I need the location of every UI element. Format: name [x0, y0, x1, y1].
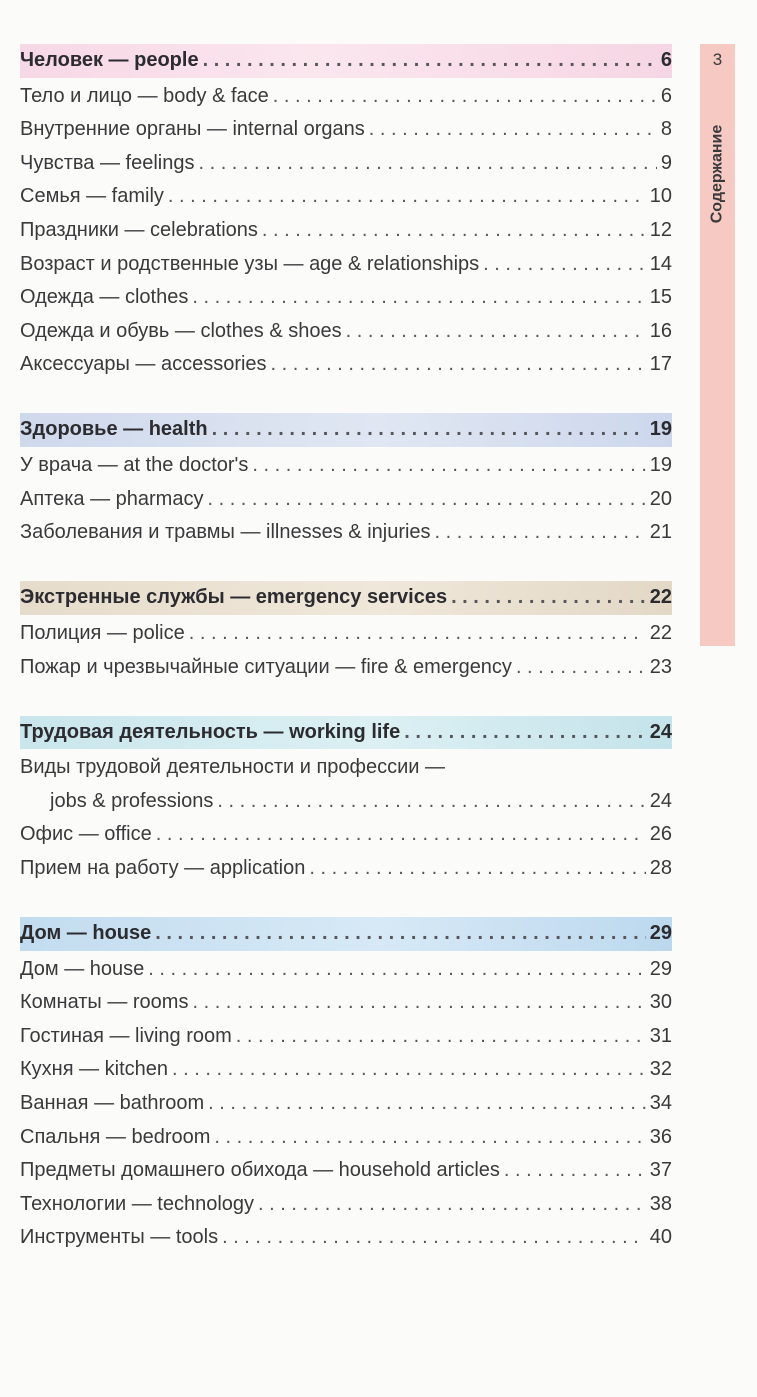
- dot-leader: [404, 716, 646, 750]
- toc-entry: [20, 1020, 672, 1054]
- dot-leader: [148, 953, 646, 987]
- entry-page-number: 21: [649, 521, 672, 544]
- toc-entry: [20, 852, 672, 886]
- dot-leader: [207, 483, 645, 517]
- entry-title: jobs & professions: [50, 789, 214, 812]
- entry-title: У врача — at the doctor's: [20, 454, 249, 477]
- entry-title: Чувства — feelings: [20, 151, 195, 174]
- entry-page-number: 16: [649, 319, 672, 342]
- dot-leader: [271, 348, 646, 382]
- entry-title: Внутренние органы — internal organs: [20, 118, 365, 141]
- dot-leader: [217, 785, 645, 819]
- entry-title: Одежда — clothes: [20, 286, 189, 309]
- dot-leader: [172, 1053, 646, 1087]
- dot-leader: [516, 651, 646, 685]
- entry-title: Трудовая деятельность — working life: [20, 720, 401, 743]
- dot-leader: [203, 44, 657, 78]
- entry-page-number: 6: [660, 84, 672, 107]
- table-of-contents: [20, 44, 672, 1287]
- dot-leader: [212, 413, 646, 447]
- entry-title: Кухня — kitchen: [20, 1058, 169, 1081]
- entry-title: Предметы домашнего обихода — household articles: [20, 1159, 500, 1182]
- section-heading: [20, 716, 672, 750]
- contents-side-tab: [700, 44, 735, 646]
- toc-entry: [20, 516, 672, 550]
- toc-entry: [20, 785, 672, 819]
- toc-entry: [20, 147, 672, 181]
- toc-section: [20, 917, 672, 1255]
- entry-page-number: 28: [649, 856, 672, 879]
- entry-title: Дом — house: [20, 922, 152, 945]
- entry-page-number: 40: [649, 1226, 672, 1249]
- dot-leader: [208, 1087, 646, 1121]
- entry-page-number: 31: [649, 1024, 672, 1047]
- entry-title: Технологии — technology: [20, 1192, 255, 1215]
- dot-leader: [189, 617, 646, 651]
- toc-entry: [20, 113, 672, 147]
- toc-entry: [20, 751, 672, 785]
- entry-page-number: 24: [649, 720, 672, 743]
- entry-title: Полиция — police: [20, 621, 185, 644]
- toc-section: [20, 44, 672, 382]
- entry-title: Аксессуары — accessories: [20, 353, 267, 376]
- toc-entry: [20, 1053, 672, 1087]
- entry-title: Тело и лицо — body & face: [20, 84, 269, 107]
- entry-page-number: 29: [649, 922, 672, 945]
- dot-leader: [192, 986, 645, 1020]
- entry-page-number: 26: [649, 823, 672, 846]
- entry-page-number: 22: [649, 621, 672, 644]
- entry-title: Виды трудовой деятельности и профессии —: [20, 756, 445, 779]
- entry-page-number: 24: [649, 789, 672, 812]
- entry-page-number: 29: [649, 957, 672, 980]
- toc-entry: [20, 80, 672, 114]
- toc-entry: [20, 281, 672, 315]
- entry-page-number: 6: [660, 49, 672, 71]
- dot-leader: [168, 180, 646, 214]
- dot-leader: [369, 113, 657, 147]
- toc-entry: [20, 449, 672, 483]
- entry-title: Прием на работу — application: [20, 856, 306, 879]
- dot-leader: [214, 1121, 645, 1155]
- entry-title: Человек — people: [20, 49, 199, 71]
- entry-page-number: 19: [649, 454, 672, 477]
- entry-page-number: 17: [649, 353, 672, 376]
- dot-leader: [236, 1020, 646, 1054]
- section-heading: [20, 581, 672, 615]
- toc-entry: [20, 315, 672, 349]
- entry-page-number: 22: [649, 586, 672, 609]
- toc-entry: [20, 986, 672, 1020]
- toc-entry: [20, 651, 672, 685]
- entry-page-number: 12: [649, 218, 672, 241]
- dot-leader: [252, 449, 645, 483]
- dot-leader: [222, 1221, 646, 1255]
- toc-entry: [20, 348, 672, 382]
- toc-section: [20, 581, 672, 684]
- entry-page-number: 8: [660, 118, 672, 141]
- toc-entry: [20, 1188, 672, 1222]
- entry-page-number: 9: [660, 151, 672, 174]
- section-heading: [20, 413, 672, 447]
- entry-title: Инструменты — tools: [20, 1226, 219, 1249]
- entry-page-number: 14: [649, 252, 672, 275]
- toc-entry: [20, 818, 672, 852]
- dot-leader: [451, 581, 646, 615]
- dot-leader: [435, 516, 646, 550]
- dot-leader: [262, 214, 646, 248]
- dot-leader: [156, 818, 646, 852]
- dot-leader: [155, 917, 646, 951]
- entry-title: Одежда и обувь — clothes & shoes: [20, 319, 342, 342]
- entry-title: Экстренные службы — emergency services: [20, 586, 448, 609]
- toc-section: [20, 716, 672, 886]
- entry-page-number: 15: [649, 286, 672, 309]
- toc-section: [20, 413, 672, 549]
- entry-title: Праздники — celebrations: [20, 218, 258, 241]
- entry-page-number: 20: [649, 487, 672, 510]
- toc-entry: [20, 248, 672, 282]
- section-heading: [20, 917, 672, 951]
- entry-page-number: 10: [649, 185, 672, 208]
- toc-entry: [20, 1154, 672, 1188]
- entry-title: Аптека — pharmacy: [20, 487, 204, 510]
- dot-leader: [258, 1188, 646, 1222]
- entry-title: Пожар и чрезвычайные ситуации — fire & emergency: [20, 655, 512, 678]
- toc-entry: [20, 1121, 672, 1155]
- toc-entry: [20, 483, 672, 517]
- entry-page-number: 34: [649, 1092, 672, 1115]
- entry-page-number: 19: [649, 418, 672, 441]
- entry-title: Ванная — bathroom: [20, 1092, 205, 1115]
- entry-title: Офис — office: [20, 823, 152, 846]
- entry-title: Гостиная — living room: [20, 1024, 232, 1047]
- dot-leader: [309, 852, 645, 886]
- entry-page-number: 23: [649, 655, 672, 678]
- dot-leader: [192, 281, 645, 315]
- entry-title: Комнаты — rooms: [20, 991, 189, 1014]
- toc-entry: [20, 953, 672, 987]
- entry-page-number: 37: [649, 1159, 672, 1182]
- entry-title: Спальня — bedroom: [20, 1125, 211, 1148]
- toc-entry: [20, 214, 672, 248]
- entry-title: Семья — family: [20, 185, 164, 208]
- entry-title: Возраст и родственные узы — age & relationships: [20, 252, 480, 275]
- dot-leader: [198, 147, 656, 181]
- sidebar-label: Содержание: [708, 124, 726, 224]
- entry-page-number: 36: [649, 1125, 672, 1148]
- entry-page-number: 30: [649, 991, 672, 1014]
- page-number: 3: [712, 50, 723, 69]
- entry-page-number: 32: [649, 1058, 672, 1081]
- entry-page-number: 38: [649, 1192, 672, 1215]
- toc-entry: [20, 1087, 672, 1121]
- entry-title: Заболевания и травмы — illnesses & injuries: [20, 521, 431, 544]
- toc-entry: [20, 180, 672, 214]
- entry-title: Дом — house: [20, 957, 145, 980]
- dot-leader: [504, 1154, 646, 1188]
- entry-title: Здоровье — health: [20, 418, 208, 441]
- section-heading: [20, 44, 672, 78]
- dot-leader: [273, 80, 657, 114]
- dot-leader: [483, 248, 646, 282]
- toc-entry: [20, 617, 672, 651]
- toc-entry: [20, 1221, 672, 1255]
- dot-leader: [346, 315, 646, 349]
